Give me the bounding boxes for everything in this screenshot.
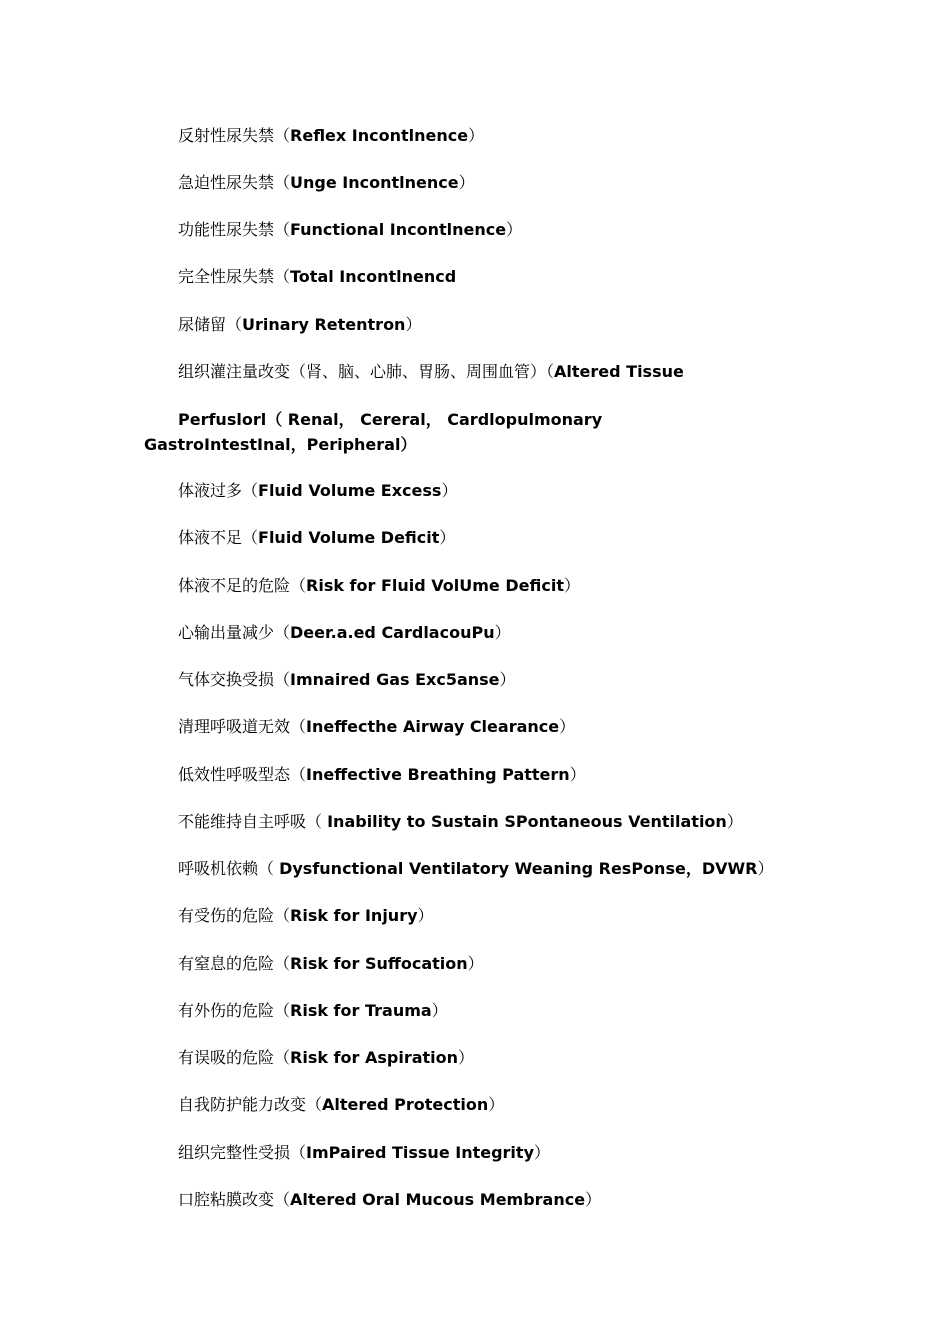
- wrap-first-line: Perfuslorl（ Renal， Cereral， Cardlopulmonary: [178, 410, 603, 429]
- term-en: Risk for Trauma: [290, 1001, 432, 1020]
- term-en: Reflex Incontlnence: [290, 126, 469, 145]
- term-end: ）: [405, 315, 422, 334]
- term-fluid-volume-deficit: [178, 527, 455, 549]
- term-en: Ineffecthe Airway Clearance: [306, 717, 560, 736]
- term-cn: 呼吸机依赖（: [178, 859, 280, 878]
- term-en: Altered Protection: [322, 1095, 489, 1114]
- term-altered-protection: [178, 1094, 504, 1116]
- term-en: Total Incontlnencd: [290, 267, 457, 286]
- term-en: Fluid Volume Deficit: [258, 528, 440, 547]
- term-end: ）: [441, 481, 458, 500]
- term-en: Urinary Retentron: [242, 315, 406, 334]
- term-en: Inability to Sustain SPontaneous Ventilation: [327, 812, 727, 831]
- term-cn: 不能维持自主呼吸（: [178, 812, 328, 831]
- term-ineffective-airway-clearance: [178, 716, 575, 738]
- term-en: Deer.a.ed CardlacouPu: [290, 623, 495, 642]
- term-en: Altered Tissue: [554, 362, 684, 381]
- term-cn: 心输出量减少（: [178, 623, 291, 642]
- term-cn: 自我防护能力改变（: [178, 1095, 323, 1114]
- term-en: Dysfunctional Ventilatory Weaning ResPonse，DVWR: [279, 859, 758, 878]
- term-end: ）: [468, 126, 485, 145]
- term-cn: 体液过多（: [178, 481, 259, 500]
- term-end: ）: [494, 623, 511, 642]
- term-urge-incontinence: [178, 172, 475, 194]
- term-ineffective-breathing-pattern: [178, 764, 586, 786]
- term-en: ImPaired Tissue Integrity: [306, 1143, 534, 1162]
- term-reflex-incontinence: [178, 125, 484, 147]
- term-cn: 口腔粘膜改变（: [178, 1190, 291, 1209]
- term-cn: 体液不足（: [178, 528, 259, 547]
- term-end: ）: [458, 1048, 475, 1067]
- term-end: ）: [559, 717, 576, 736]
- term-total-incontinence: [178, 266, 456, 288]
- term-en: Ineffective Breathing Pattern: [306, 765, 570, 784]
- term-end: ）: [417, 906, 434, 925]
- term-end: ）: [488, 1095, 505, 1114]
- term-en: Functional Incontlnence: [290, 220, 507, 239]
- term-end: ）: [726, 812, 743, 831]
- term-fluid-volume-excess: [178, 480, 457, 502]
- term-en: Fluid Volume Excess: [258, 481, 442, 500]
- term-decreased-cardiac-output: [178, 622, 511, 644]
- term-end: ）: [506, 220, 523, 239]
- term-end: ）: [431, 1001, 448, 1020]
- term-end: ）: [757, 859, 774, 878]
- term-en: Risk for Suffocation: [290, 954, 468, 973]
- term-cn: 有误吸的危险（: [178, 1048, 291, 1067]
- term-en: Unge Incontlnence: [290, 173, 459, 192]
- term-cn: 反射性尿失禁（: [178, 126, 291, 145]
- term-cn: 急迫性尿失禁（: [178, 173, 291, 192]
- term-risk-aspiration: [178, 1047, 474, 1069]
- term-end: ）: [499, 670, 516, 689]
- term-end: ）: [585, 1190, 602, 1209]
- term-impaired-gas-exchange: [178, 669, 516, 691]
- term-cn: 低效性呼吸型态（: [178, 765, 307, 784]
- term-inability-sustain-ventilation: [178, 811, 743, 833]
- term-cn: 有受伤的危险（: [178, 906, 291, 925]
- term-end: ）: [458, 173, 475, 192]
- term-cn: 组织灌注量改变（肾、脑、心肺、胃肠、周围血管）（: [178, 362, 555, 381]
- term-altered-oral-mucous-membrane: [178, 1189, 601, 1211]
- term-en: Altered Oral Mucous Membrance: [290, 1190, 586, 1209]
- term-functional-incontinence: [178, 219, 522, 241]
- term-cn: 体液不足的危险（: [178, 576, 307, 595]
- term-cn: 完全性尿失禁（: [178, 267, 291, 286]
- term-risk-injury: [178, 905, 434, 927]
- term-en: Risk for Aspiration: [290, 1048, 459, 1067]
- term-risk-fluid-volume-deficit: [178, 575, 580, 597]
- term-end: ）: [439, 528, 456, 547]
- term-risk-suffocation: [178, 953, 484, 975]
- term-altered-tissue-perfusion: [178, 361, 684, 383]
- term-impaired-tissue-integrity: [178, 1142, 550, 1164]
- term-end: ）: [534, 1143, 551, 1162]
- term-perfusion-continuation: [144, 407, 664, 457]
- term-cn: 尿储留（: [178, 315, 243, 334]
- term-en: Risk for Injury: [290, 906, 418, 925]
- term-cn: 组织完整性受损（: [178, 1143, 307, 1162]
- term-risk-trauma: [178, 1000, 448, 1022]
- term-cn: 气体交换受损（: [178, 670, 291, 689]
- wrap-second-line: GastroIntestInal，Peripheral）: [144, 435, 417, 454]
- term-end: ）: [467, 954, 484, 973]
- term-en: Risk for Fluid VolUme Deficit: [306, 576, 564, 595]
- term-cn: 清理呼吸道无效（: [178, 717, 307, 736]
- term-en: Imnaired Gas Exc5anse: [290, 670, 500, 689]
- term-cn: 有窒息的危险（: [178, 954, 291, 973]
- term-end: ）: [563, 576, 580, 595]
- term-cn: 功能性尿失禁（: [178, 220, 291, 239]
- term-urinary-retention: [178, 314, 421, 336]
- term-ventilator-dependency: [178, 858, 773, 880]
- term-end: ）: [569, 765, 586, 784]
- term-cn: 有外伤的危险（: [178, 1001, 291, 1020]
